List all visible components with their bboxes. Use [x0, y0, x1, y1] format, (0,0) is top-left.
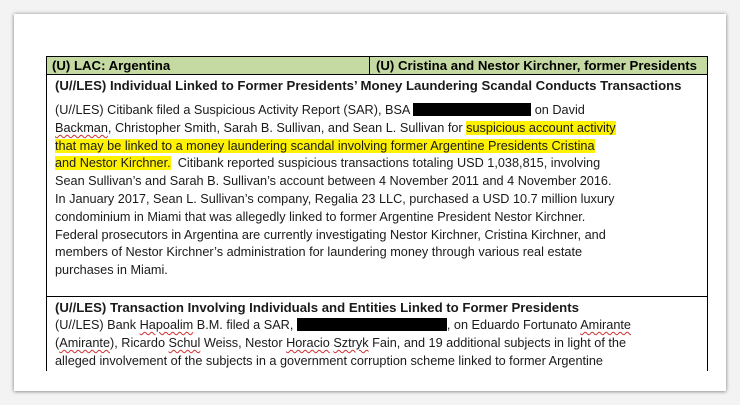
text-run: Weiss, Nestor: [200, 335, 287, 350]
section-1-line-2: [55, 120, 701, 138]
redaction-bar: [297, 318, 447, 331]
text-run: on David: [534, 103, 585, 117]
section-2-line-2: [55, 335, 701, 353]
section-2-line-3: alleged involvement of the subjects in a government corruption scheme linked to former Argentine: [55, 353, 603, 368]
highlighted-text: that may be linked to a money laundering scandal involving former Argentine Presidents Cristina: [55, 138, 595, 153]
text-run: ), Ricardo: [110, 335, 169, 350]
region-header: (U) LAC: Argentina: [47, 57, 370, 74]
section-2-line-1: [55, 317, 701, 335]
section-1-line-5: Sean Sullivan’s and Sarah B. Sullivan’s account between 4 November 2011 and 4 November 2016.: [55, 174, 612, 189]
text-run: (U//LES) Bank: [55, 318, 140, 332]
text-run: (U//LES) Citibank filed a Suspicious Activity Report (SAR), BSA: [55, 103, 410, 117]
spellcheck-word: Sztryk: [333, 335, 369, 350]
document-card: [14, 14, 726, 391]
text-run: , Christopher Smith, Sarah B. Sullivan, and Sean L. Sullivan for: [107, 120, 463, 135]
section-1-title: (U//LES) Individual Linked to Former Presidents’ Money Laundering Scandal Conducts Transactions: [55, 78, 682, 93]
section-1-line-3: [55, 138, 701, 156]
report-section-1: [47, 75, 707, 296]
report-table: [46, 56, 708, 371]
section-2-title: (U//LES) Transaction Involving Individuals and Entities Linked to Former Presidents: [55, 300, 579, 315]
text-run: Citibank reported suspicious transactions totaling USD 1,038,815, involving: [170, 156, 601, 171]
section-1-line-6: In January 2017, Sean L. Sullivan’s company, Regalia 23 LLC, purchased a USD 10.7 million luxury: [55, 191, 615, 206]
spellcheck-word: Horacio: [286, 335, 330, 350]
section-1-line-4: [55, 155, 701, 173]
text-run: Fain, and 19 additional subjects in light of the: [368, 335, 627, 350]
highlighted-text: suspicious account activity: [466, 120, 616, 135]
section-1-line-7: condominium in Miami that was allegedly linked to former Argentine President Nestor Kirchner.: [55, 209, 586, 224]
subject-header: (U) Cristina and Nestor Kirchner, former Presidents: [376, 58, 697, 73]
section-1-line-8: Federal prosecutors in Argentina are currently investigating Nestor Kirchner, Cristina Kirchner, and: [55, 227, 606, 242]
spellcheck-word: Amirante: [580, 318, 631, 332]
section-1-line-10: purchases in Miami.: [55, 263, 168, 278]
redaction-bar: [413, 103, 531, 116]
section-1-line-9: members of Nestor Kirchner’s administration for laundering money through various real estate: [55, 245, 583, 260]
spellcheck-word: Amirante: [59, 335, 111, 350]
text-run: B.M. filed a SAR,: [193, 318, 294, 332]
spellcheck-word: Hapoalim: [139, 318, 194, 332]
text-run: , on Eduardo Fortunato: [446, 318, 581, 332]
section-1-line-1: [55, 102, 701, 120]
table-header-row: [47, 56, 707, 75]
highlighted-text: and Nestor Kirchner.: [55, 156, 171, 171]
spellcheck-word: Backman: [55, 120, 108, 135]
text-run: (: [55, 335, 60, 350]
report-section-2: [47, 296, 707, 370]
section-2-body: [55, 317, 701, 370]
section-1-body: [55, 102, 701, 280]
spellcheck-word: Schul: [168, 335, 201, 350]
